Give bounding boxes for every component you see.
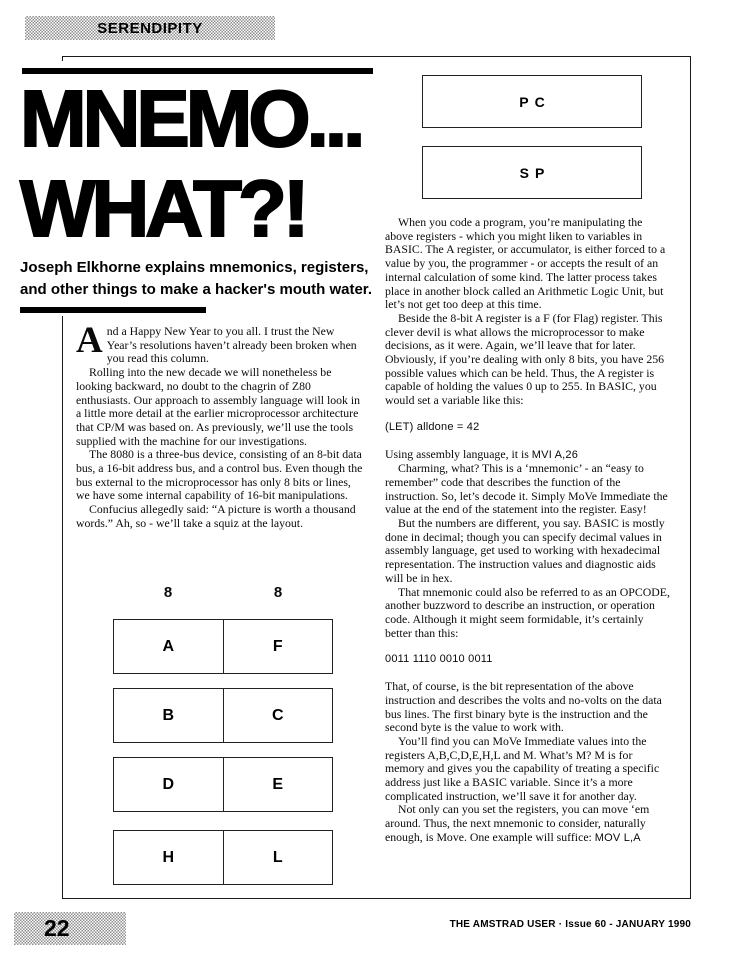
register-diagram-bit-widths xyxy=(113,584,333,601)
mnemonic-code: MVI A,26 xyxy=(531,448,579,461)
headline-block xyxy=(20,61,377,316)
drop-cap: A xyxy=(76,320,103,361)
register-cell-f: F xyxy=(272,637,283,655)
paragraph: When you code a program, you’re manipulating the above registers - which you might liken to variables in BASIC. The A register, or accumulator, is either forced to a value by you, the programmer - or accepts the result of an internal calculation of some kind. The latter process takes place in another block called an Arithmetic Logic Unit, but let’s not get too deep at this time. xyxy=(385,215,666,312)
register-cell-h: H xyxy=(114,831,224,884)
register-box-pc xyxy=(422,75,642,128)
paragraph xyxy=(385,803,670,845)
register-cell-l: L xyxy=(272,848,283,866)
paragraph-text: Not only can you set the registers, you can move ‘em around. Thus, the next mnemonic to consider, naturally enough, is Move. One example will suffice: xyxy=(385,802,650,844)
headline-rule-bottom xyxy=(20,307,206,313)
paragraph: The 8080 is a three-bus device, consisting of an 8-bit data bus, a 16-bit address bus, and a control bus. Even though the bus external to the microprocessor has only 8 bits or lines, we have some internal capability of 16-bit manipulations. xyxy=(76,447,363,503)
binary-code-line: 0011 1110 0010 0011 xyxy=(385,653,493,666)
register-cell-e: E xyxy=(272,775,284,793)
basic-code-line: (LET) alldone = 42 xyxy=(385,420,480,433)
paragraph xyxy=(385,448,670,463)
article-title-line1: MNEMO... xyxy=(20,74,362,163)
register-row-hl xyxy=(113,830,333,885)
paragraph: That, of course, is the bit representation of the above instruction and describes the volts and no-volts on the data bus lines. The first binary byte is the instruction and the second byte is the value to work with. xyxy=(385,679,662,735)
article-subtitle-line1: Joseph Elkhorne explains mnemonics, registers, xyxy=(20,259,369,276)
left-text-column xyxy=(76,320,364,531)
paragraph: Confucius allegedly said: “A picture is worth a thousand words.” Ah, so - we’ll take a squiz at the layout. xyxy=(76,502,356,530)
register-cell-a: A xyxy=(114,620,224,673)
page-number-box xyxy=(14,912,126,945)
mnemonic-code: MOV L,A xyxy=(594,831,641,844)
page-number: 22 xyxy=(44,915,70,941)
paragraph: Rolling into the new decade we will nonetheless be looking backward, no doubt to the chagrin of Z80 enthusiasts. Our approach to assembly language will look in a little more detail at the earlier microprocessor architecture that CP/M was based on. As previously, we’ll use the tools supplied with the machine for our investigations. xyxy=(76,365,361,448)
paragraph-text: Using assembly language, it is xyxy=(385,446,532,461)
register-label-pc: PC xyxy=(519,93,551,110)
right-text-column xyxy=(385,216,670,846)
article-subtitle-line2: and other things to make a hacker's mouth water. xyxy=(20,280,372,298)
bit-width-label: 8 xyxy=(163,584,173,601)
register-cell-c: C xyxy=(271,706,284,724)
paragraph: But the numbers are different, you say. BASIC is mostly done in decimal; though you can specify decimal values in assembly language, get used to working with hexadecimal representation. The instruction values and diagnostic aids will be in hex. xyxy=(385,516,665,585)
register-row-de xyxy=(113,757,333,812)
footer-credit: THE AMSTRAD USER · Issue 60 - JANUARY 1990 xyxy=(449,919,691,930)
register-label-sp: SP xyxy=(519,164,551,181)
section-banner xyxy=(25,16,275,40)
register-cell-b: B xyxy=(114,689,224,742)
paragraph-text: nd a Happy New Year to you all. I trust the New Year’s resolutions haven’t already been broken when you read this column. xyxy=(106,324,357,366)
article-subtitle xyxy=(20,257,377,300)
register-box-sp xyxy=(422,146,642,199)
bit-width-label: 8 xyxy=(273,584,283,601)
section-banner-label: SERENDIPITY xyxy=(97,19,203,37)
paragraph: You’ll find you can MoVe Immediate values into the registers A,B,C,D,E,H,L and M. What’s M? M is for memory and gives you the capability of treating a specific address just like a BASIC variable. Since it’s a more complicated instruction, we’ll save it for another day. xyxy=(385,733,660,803)
paragraph xyxy=(76,320,364,366)
register-row-bc xyxy=(113,688,333,743)
register-row-af xyxy=(113,619,333,674)
article-title-line2: WHAT?! xyxy=(20,164,306,253)
paragraph: Charming, what? This is a ‘mnemonic’ - an “easy to remember” code that describes the function of the instruction. So, let’s decode it. Simply MoVe Immediate the value at the end of the statement into the register. Easy! xyxy=(385,461,668,517)
paragraph: That mnemonic could also be referred to as an OPCODE, another buzzword to describe an instruction, or operation code. Although it might seem formidable, it’s certainly better than this: xyxy=(385,584,670,640)
paragraph: Beside the 8-bit A register is a F (for Flag) register. This clever devil is what allows the microprocessor to make decisions, as it were. Again, we’ll leave that for later. Obviously, if you’re dealing with only 8 bits, you have 256 possible values which can be held. Thus, the A register is capable of holding the values 0 up to 255. In BASIC, you would set a variable like this: xyxy=(385,310,665,408)
register-cell-d: D xyxy=(114,758,224,811)
